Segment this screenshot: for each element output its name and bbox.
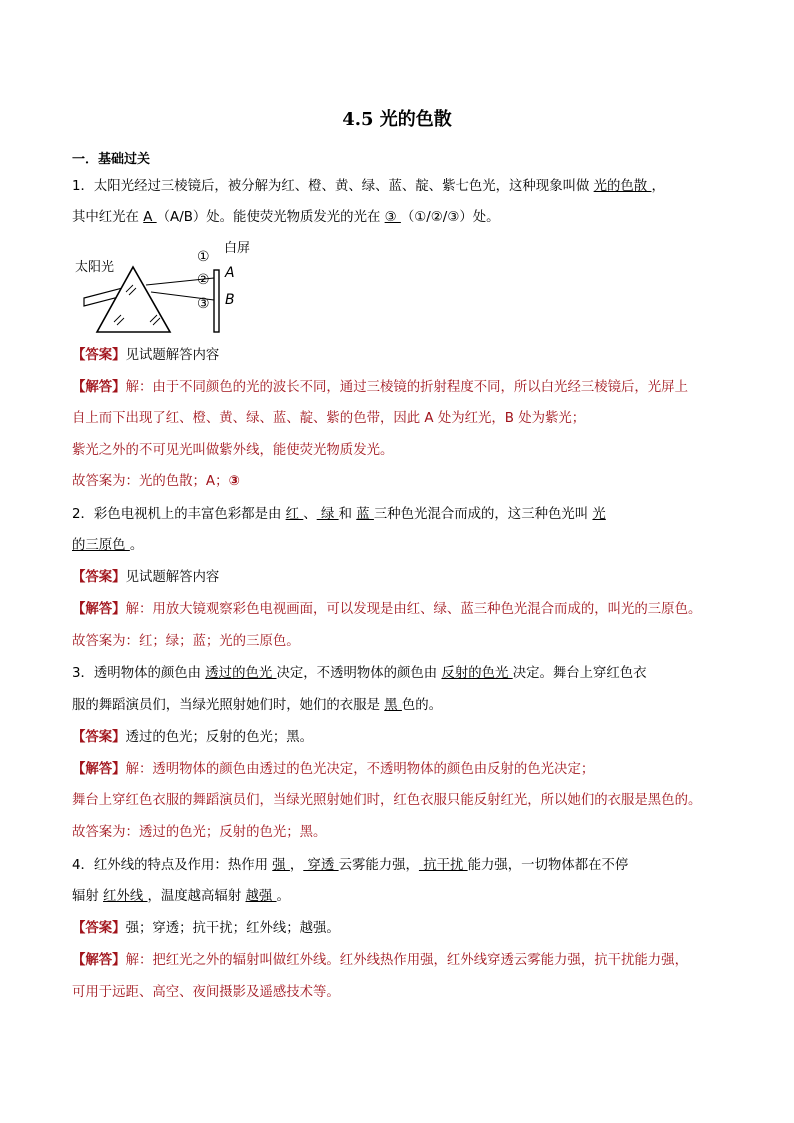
position-mark-1: ① <box>197 249 210 265</box>
q4-solution-2: 可用于远距、高空、夜间摄影及遥感技术等。 <box>72 985 340 1000</box>
position-mark-2: ② <box>197 272 210 288</box>
q1-text: 1．太阳光经过三棱镜后，被分解为红、橙、黄、绿、蓝、靛、紫七色光，这种现象叫做 <box>72 179 594 194</box>
q4-blank-1: 强 <box>272 858 290 873</box>
q2-blank-3: 蓝 <box>356 507 374 522</box>
q4-text: 云雾能力强， <box>338 858 419 873</box>
q2-text: 和 <box>338 507 357 522</box>
q4-text: 能力强，一切物体都在不停 <box>467 858 629 873</box>
q2-text: 三种色光混合而成的，这三种色光叫 <box>373 507 593 522</box>
screen-label: 白屏 <box>224 241 251 256</box>
q3-solution-2: 舞台上穿红色衣服的舞蹈演员们，当绿光照射她们时，红色衣服只能反射红光，所以她们的衣服是黑色的。 <box>72 793 702 808</box>
answer-text: 透过的色光；反射的色光；黑。 <box>125 730 314 745</box>
solution-text: 解：由于不同颜色的光的波长不同，通过三棱镜的折射程度不同，所以白光经三棱镜后，光屏上 <box>125 380 688 395</box>
q4-text: 4．红外线的特点及作用：热作用 <box>72 858 273 873</box>
q3-blank-3: 黑 <box>384 698 402 713</box>
q1-text: （A/B）处。能使荧光物质发光的光在 <box>156 210 385 225</box>
q3-blank-1: 透过的色光 <box>205 666 277 681</box>
answer-tag: 【答案】 <box>72 921 126 936</box>
answer-tag: 【答案】 <box>72 348 126 363</box>
white-screen <box>214 270 219 332</box>
label-b: B <box>225 292 235 308</box>
q1-line-2 <box>72 208 732 228</box>
q2-blank-4-continued: 的三原色 <box>72 538 130 553</box>
q1-final-answer <box>72 472 732 492</box>
q4-line-2 <box>72 887 732 907</box>
q2-answer <box>72 568 732 588</box>
q3-text: 决定。舞台上穿红色衣 <box>512 666 647 681</box>
q1-solution-2: 自上而下出现了红、橙、黄、绿、蓝、靛、紫的色带，因此 A 处为红光，B 处为紫光； <box>72 411 586 426</box>
solution-text: 解：把红光之外的辐射叫做红外线。红外线热作用强，红外线穿透云雾能力强，抗干扰能力强， <box>125 953 688 968</box>
q1-text: 其中红光在 <box>72 210 144 225</box>
q3-line-2 <box>72 696 732 716</box>
label-a: A <box>225 265 235 281</box>
position-mark-3: ③ <box>197 296 210 312</box>
sunlight-label: 太阳光 <box>75 260 115 275</box>
q2-line-2 <box>72 536 732 556</box>
q1-blank-3: ③ <box>384 210 401 225</box>
final-answer-text: 故答案为：光的色散；A； <box>72 474 229 489</box>
final-answer-mark: ③ <box>228 474 240 489</box>
q3-text: 3．透明物体的颜色由 <box>72 666 206 681</box>
page-title: 4.5 光的色散 <box>342 109 452 130</box>
q4-blank-2: 穿透 <box>303 858 339 873</box>
q3-answer <box>72 728 732 748</box>
q3-blank-2: 反射的色光 <box>441 666 513 681</box>
q1-line-1 <box>72 177 732 197</box>
section-heading: 一．基础过关 <box>72 152 151 167</box>
q4-blank-3: 抗干扰 <box>418 858 468 873</box>
q4-text: 。 <box>276 889 290 904</box>
q2-text: 、 <box>303 507 317 522</box>
q1-blank-2: A <box>143 210 157 225</box>
q3-text: 决定，不透明物体的颜色由 <box>276 666 442 681</box>
q3-final-answer: 故答案为：透过的色光；反射的色光；黑。 <box>72 825 327 840</box>
q4-solution-1 <box>72 951 732 971</box>
q3-solution-1 <box>72 760 732 780</box>
q2-text: 。 <box>129 538 144 553</box>
q3-text: 色的。 <box>401 698 443 713</box>
solution-tag: 【解答】 <box>72 602 126 617</box>
q2-text: 2．彩色电视机上的丰富色彩都是由 <box>72 507 286 522</box>
q3-line-1 <box>72 664 732 684</box>
answer-tag: 【答案】 <box>72 730 126 745</box>
q4-blank-4: 红外线 <box>103 889 148 904</box>
solution-text: 解：用放大镜观察彩色电视画面，可以发现是由红、绿、蓝三种色光混合而成的，叫光的三原色。 <box>125 602 702 617</box>
solution-tag: 【解答】 <box>72 762 126 777</box>
q2-blank-1: 红 <box>285 507 304 522</box>
prism-diagram <box>72 240 272 340</box>
answer-text: 见试题解答内容 <box>125 570 220 585</box>
q2-final-answer: 故答案为：红；绿；蓝；光的三原色。 <box>72 634 300 649</box>
solution-tag: 【解答】 <box>72 953 126 968</box>
q1-answer <box>72 346 732 366</box>
q3-text: 服的舞蹈演员们，当绿光照射她们时，她们的衣服是 <box>72 698 385 713</box>
solution-tag: 【解答】 <box>72 380 126 395</box>
q4-text: ，温度越高辐射 <box>147 889 246 904</box>
q1-blank-1: 光的色散 <box>593 179 652 194</box>
q4-text: ， <box>289 858 304 873</box>
solution-text: 解：透明物体的颜色由透过的色光决定，不透明物体的颜色由反射的色光决定； <box>125 762 595 777</box>
q2-blank-2: 绿 <box>316 507 339 522</box>
q4-answer <box>72 919 732 939</box>
q1-text: （①/②/③）处。 <box>400 210 500 225</box>
q1-text: ， <box>651 179 665 194</box>
q1-solution-1 <box>72 378 732 398</box>
q2-line-1 <box>72 505 732 525</box>
q4-line-1 <box>72 856 732 876</box>
q1-solution-3: 紫光之外的不可见光叫做紫外线，能使荧光物质发光。 <box>72 443 394 458</box>
answer-text: 强；穿透；抗干扰；红外线；越强。 <box>125 921 340 936</box>
answer-text: 见试题解答内容 <box>125 348 220 363</box>
answer-tag: 【答案】 <box>72 570 126 585</box>
q4-text: 辐射 <box>72 889 104 904</box>
q2-blank-4: 光 <box>592 507 606 522</box>
q4-blank-5: 越强 <box>245 889 277 904</box>
q2-solution-1 <box>72 600 732 620</box>
